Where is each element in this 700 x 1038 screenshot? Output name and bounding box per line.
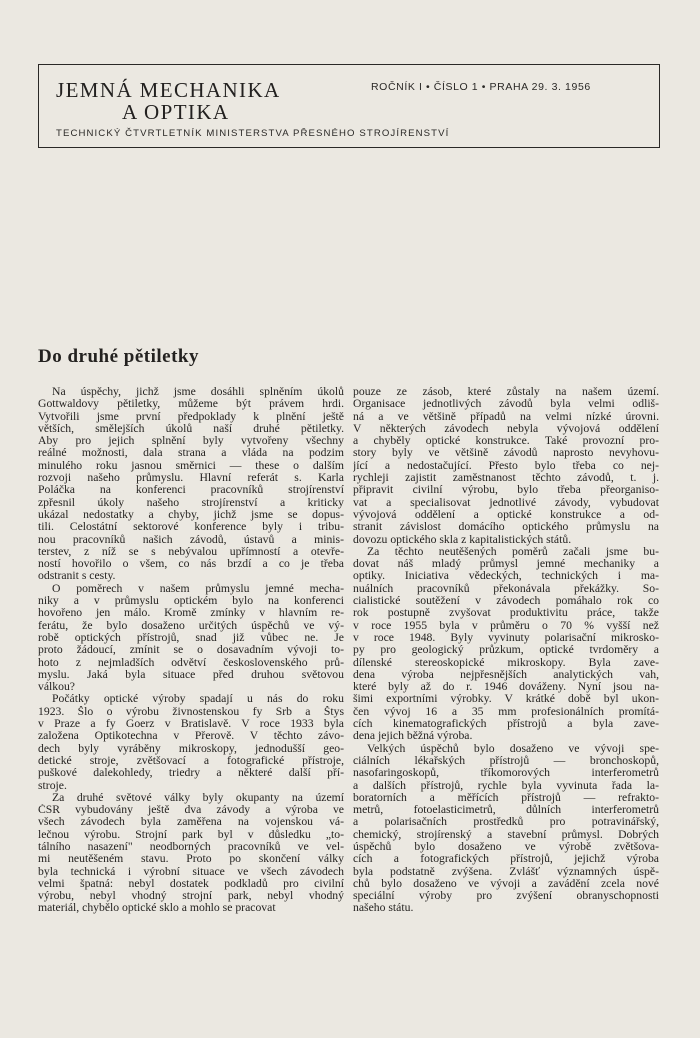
text-line: materiál, chybělo optické sklo a mohlo se pracovat [38,902,276,915]
text-line: mi neutěšeném stavu. Proto po skončení války [38,853,344,866]
text-line: hovořeno jen málo. Kromě zmínky v hlavním re- [38,607,344,620]
text-line: Na úspěchy, jichž jsme dosáhli splněním úkolů [52,386,344,398]
text-line: velmi špatná: nebyl dostatek podkladů pro civilní [38,877,344,890]
text-line: reálné možnosti, dala strana a vláda na podzim [38,447,344,460]
text-line: Poláčka na konferenci pracovníků strojírenství [38,484,344,497]
text-line: v roce 1948. Byly vyvinuty polarisační mikrosko- [353,631,659,644]
text-line: Vytvořili jsme první předpoklady k plnění ještě [38,410,344,423]
article-column-left [38,386,344,915]
masthead [38,64,660,148]
text-line: terstev, z níž se s nebývalou upřímností a otevře- [38,545,344,558]
text-line: Velkých úspěchů bylo dosaženo ve vývoji spe- [367,742,659,755]
journal-title-line1: JEMNÁ MECHANIKA [56,78,281,102]
text-line: cích a fotografických přístrojů, jejichž výroba [353,853,659,866]
text-line: ukázal nedostatky a chyby, jichž jsme se dopus- [38,508,344,521]
text-line: založena Optikotechna v Přerově. V těchto závo- [38,730,344,743]
text-line: Gottwaldovy pětiletky, můžeme být právem hrdi. [38,398,344,411]
text-line: tálního nasazení" neodborných pracovníků ve vel- [38,840,344,853]
text-line: všech závodech byla zaměřena na vojenskou vá- [38,816,344,829]
text-line: story byly ve většině závodů naprosto nevyhovu- [353,447,659,460]
text-line: Organisace jednotlivých závodů byla velmi odliš- [353,398,659,411]
text-line: ferátu, že bylo dosaženo určitých úspěchů ve vý- [38,619,344,632]
text-line: pouze ze zásob, které zůstaly na našem území. [353,386,659,398]
text-line: nuálních pracovníků překonávala překážky. So- [353,582,659,595]
text-line: V některých závodech nebyla vývojová oddělení [353,422,659,435]
text-line: rok postupně zvyšovat produktivitu práce, takže [353,607,659,620]
text-line: metrů, fotoelasticimetrů, důlních interferometrů [353,804,659,817]
text-line: Za těchto neutěšených poměrů začali jsme bu- [367,545,659,558]
text-line: jící a nedostačující. Přesto bylo třeba co nej- [353,459,659,472]
text-line: dovat náš mladý průmysl jemné mechaniky a [353,558,659,571]
text-line: myslu. Jaká byla situace před druhou světovou [38,668,344,681]
text-line: a dalších přístrojů, rychle byla vyvinuta řada la- [353,779,659,792]
text-line: chů bylo dosaženo ve vývoji a zavádění zcela nové [353,877,659,890]
text-line: detické stroje, zvětšovací a fotografické přístroje, [38,754,344,767]
text-line: boratorních a měřících přístrojů — refrakto- [353,791,659,804]
text-line: hoto z nejmladších odvětví československého prů- [38,656,344,669]
text-line: dena jejich běžná výroba. [353,730,473,743]
text-line: dílenské stereoskopické mikroskopy. Byla zave- [353,656,659,669]
text-line: které byly až do r. 1946 dováženy. Nyní jsou na- [353,681,659,694]
journal-title [56,79,281,123]
text-line: vat a specialisovat jednotlivé závody, vybudovat [353,496,659,509]
text-line: v roce 1955 byla v průměru o 70 % vyšší než [353,619,659,632]
text-line: puškové dalekohledy, triedry a některé další pří- [38,767,344,780]
article-column-right [353,386,659,915]
text-line: větších, smělejších úkolů naší druhé pětiletky. [38,422,344,435]
text-line: stranit závislost domácího optického průmyslu na [353,521,659,534]
text-line: dena výroba nejpřesnějších analytických vah, [353,668,659,681]
text-line: proto žádoucí, zmínit se o dosavadním vývoji to- [38,644,344,657]
text-line: cialistické soutěžení v závodech pomáhalo rok co [353,595,659,608]
text-line: rychleji zajistit zaměstnanost těchto závodů, t. j. [353,472,659,485]
text-line: ČSR vybudovány ještě dva závody a výroba ve [38,804,344,817]
text-line: Počátky optické výroby spadají u nás do roku [52,693,344,706]
text-line: našeho státu. [353,902,414,915]
text-line: šimi exportními výrobky. V krátké době byl ukon- [353,693,659,706]
text-line: rozvoji našeho průmyslu. Hlavní referát s. Karla [38,472,344,485]
text-line: čen vývoj 16 a 35 mm profesionálních promítá- [353,705,659,718]
text-line: válkou? [38,681,75,694]
text-line: připravit civilní výrobu, bylo třeba přeorganiso- [353,484,659,497]
text-line: chemický, strojírenský a stavební průmysl. Dobrých [353,828,659,841]
text-line: 1923. Šlo o výrobu živnostenskou fy Srb a Štys [38,705,344,718]
text-line: niky a v průmyslu optickém bylo na konferenci [38,595,344,608]
text-line: ná a ve většině případů na velmi nízké úrovni. [353,410,659,423]
text-line: vývojová oddělení a optické konstrukce a od- [353,508,659,521]
text-line: Za druhé světové války byly okupanty na území [52,791,344,804]
text-line: optiky. Iniciativa vědeckých, technických i ma- [353,570,659,583]
text-line: robě optických přístrojů, snad již vůbec ne. Je [38,631,344,644]
issue-info: ROČNÍK I • ČÍSLO 1 • PRAHA 29. 3. 1956 [371,81,591,93]
text-line: tili. Celostátní sektorové konference byly i tribu- [38,521,344,534]
text-line: O poměrech v našem průmyslu jemné mecha- [52,582,344,595]
text-line: cích kinematografických přístrojů a byla zave- [353,718,659,731]
text-line: nou pracovníků našich závodů, ústavů a minis- [38,533,344,546]
text-line: byla technická i výrobní situace ve všech závodech [38,865,344,878]
text-line: a polarisačních prostředků pro potravinářský, [353,816,659,829]
text-line: odstranit s cesty. [38,570,116,583]
text-line: py pro geologický průzkum, optické tvrdoměry a [353,644,659,657]
text-line: lečnou výrobu. Strojní park byl v důsledku „to- [38,828,344,841]
text-line: nasofaringoskopů, tříkomorových interferometrů [353,767,659,780]
text-line: ciálních lékařských přístrojů — bronchoskopů, [353,754,659,767]
text-line: úspěchů bylo dosaženo ve výrobě zvětšova- [353,840,659,853]
article-title: Do druhé pětiletky [38,346,199,367]
text-line: stroje. [38,779,67,792]
text-line: speciální výroby pro zvýšení obranyschopnosti [353,890,659,903]
text-line: v Praze a fy Goerz v Bratislavě. V roce 1933 byla [38,718,344,731]
journal-subtitle: TECHNICKÝ ČTVRTLETNÍK MINISTERSTVA PŘESNÉHO STROJÍRENSTVÍ [56,128,450,139]
text-line: Aby pro jejich splnění byly vytvořeny všechny [38,435,344,448]
text-line: minulého roku jasnou směrnici — these o dalším [38,459,344,472]
text-line: byla podstatně zvýšena. Zvlášť významných úspě- [353,865,659,878]
text-line: dovozu optického skla z kapitalistických států. [353,533,572,546]
text-line: dech byly vyráběny mikroskopy, jednodušší geo- [38,742,344,755]
text-line: a chyběly optické konstrukce. Také provozní pro- [353,435,659,448]
text-line: zpřesnil úkoly našeho strojírenství a kriticky [38,496,344,509]
text-line: ností hovořilo o všem, co nás brzdí a co je třeba [38,558,344,571]
journal-title-line2: A OPTIKA [122,100,230,124]
text-line: výrobu, nebyl vhodný strojní park, nebyl vhodný [38,890,344,903]
